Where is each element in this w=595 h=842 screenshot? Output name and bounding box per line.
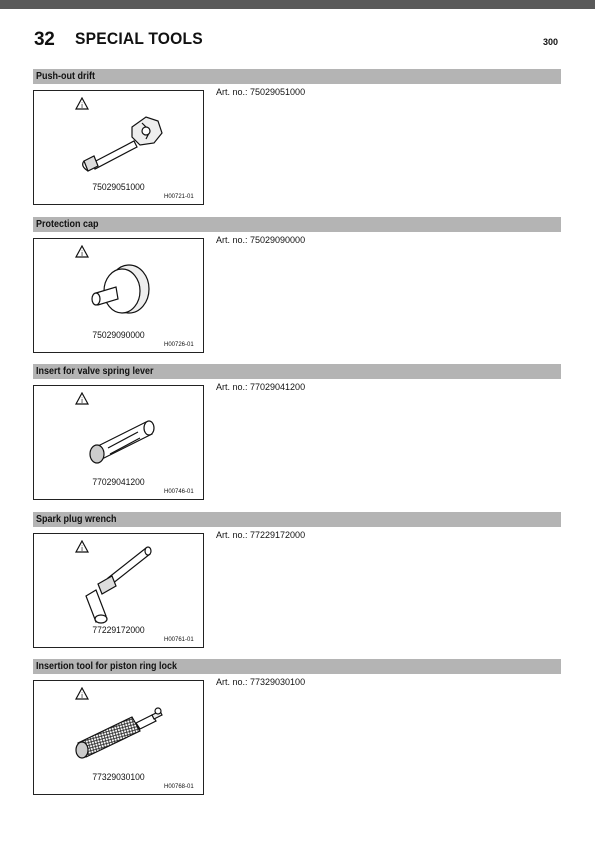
section-title: Spark plug wrench <box>33 512 561 527</box>
figure-code: H00746-01 <box>164 489 194 495</box>
figure-code: H00721-01 <box>164 194 194 200</box>
article-number: Art. no.: 77229172000 <box>216 530 306 540</box>
figure-code: H00761-01 <box>164 637 194 643</box>
section-title: Protection cap <box>33 217 561 232</box>
tool-section-valve-spring-insert <box>33 364 561 500</box>
figure-part-number: 77329030100 <box>92 772 145 782</box>
chapter-title: SPECIAL TOOLS <box>75 29 203 48</box>
tool-figure <box>33 533 204 648</box>
tool-section-piston-ring-tool <box>33 659 561 795</box>
svg-text:i: i <box>81 693 83 700</box>
svg-text:i: i <box>81 398 83 405</box>
figure-part-number: 75029090000 <box>92 330 145 340</box>
svg-text:i: i <box>81 103 83 110</box>
tool-figure <box>33 385 204 500</box>
section-title: Insert for valve spring lever <box>33 364 561 379</box>
figure-code: H00768-01 <box>164 784 194 790</box>
tool-section-push-out-drift <box>33 69 561 205</box>
section-title: Push-out drift <box>33 69 561 84</box>
article-number: Art. no.: 77329030100 <box>216 677 306 687</box>
chapter-number: 32 <box>34 29 55 50</box>
svg-text:i: i <box>81 251 83 258</box>
tool-figure <box>33 90 204 205</box>
page-number: 300 <box>543 37 559 47</box>
tool-figure <box>33 680 204 795</box>
figure-part-number: 77229172000 <box>92 625 145 635</box>
section-title: Insertion tool for piston ring lock <box>33 659 561 674</box>
top-bar <box>0 0 595 9</box>
figure-part-number: 75029051000 <box>92 182 145 192</box>
tool-section-protection-cap <box>33 217 561 353</box>
article-number: Art. no.: 77029041200 <box>216 382 306 392</box>
figure-code: H00726-01 <box>164 342 194 348</box>
tool-figure <box>33 238 204 353</box>
tool-section-spark-plug-wrench <box>33 512 561 648</box>
article-number: Art. no.: 75029090000 <box>216 235 306 245</box>
figure-part-number: 77029041200 <box>92 477 145 487</box>
article-number: Art. no.: 75029051000 <box>216 87 306 97</box>
svg-text:i: i <box>81 546 83 553</box>
